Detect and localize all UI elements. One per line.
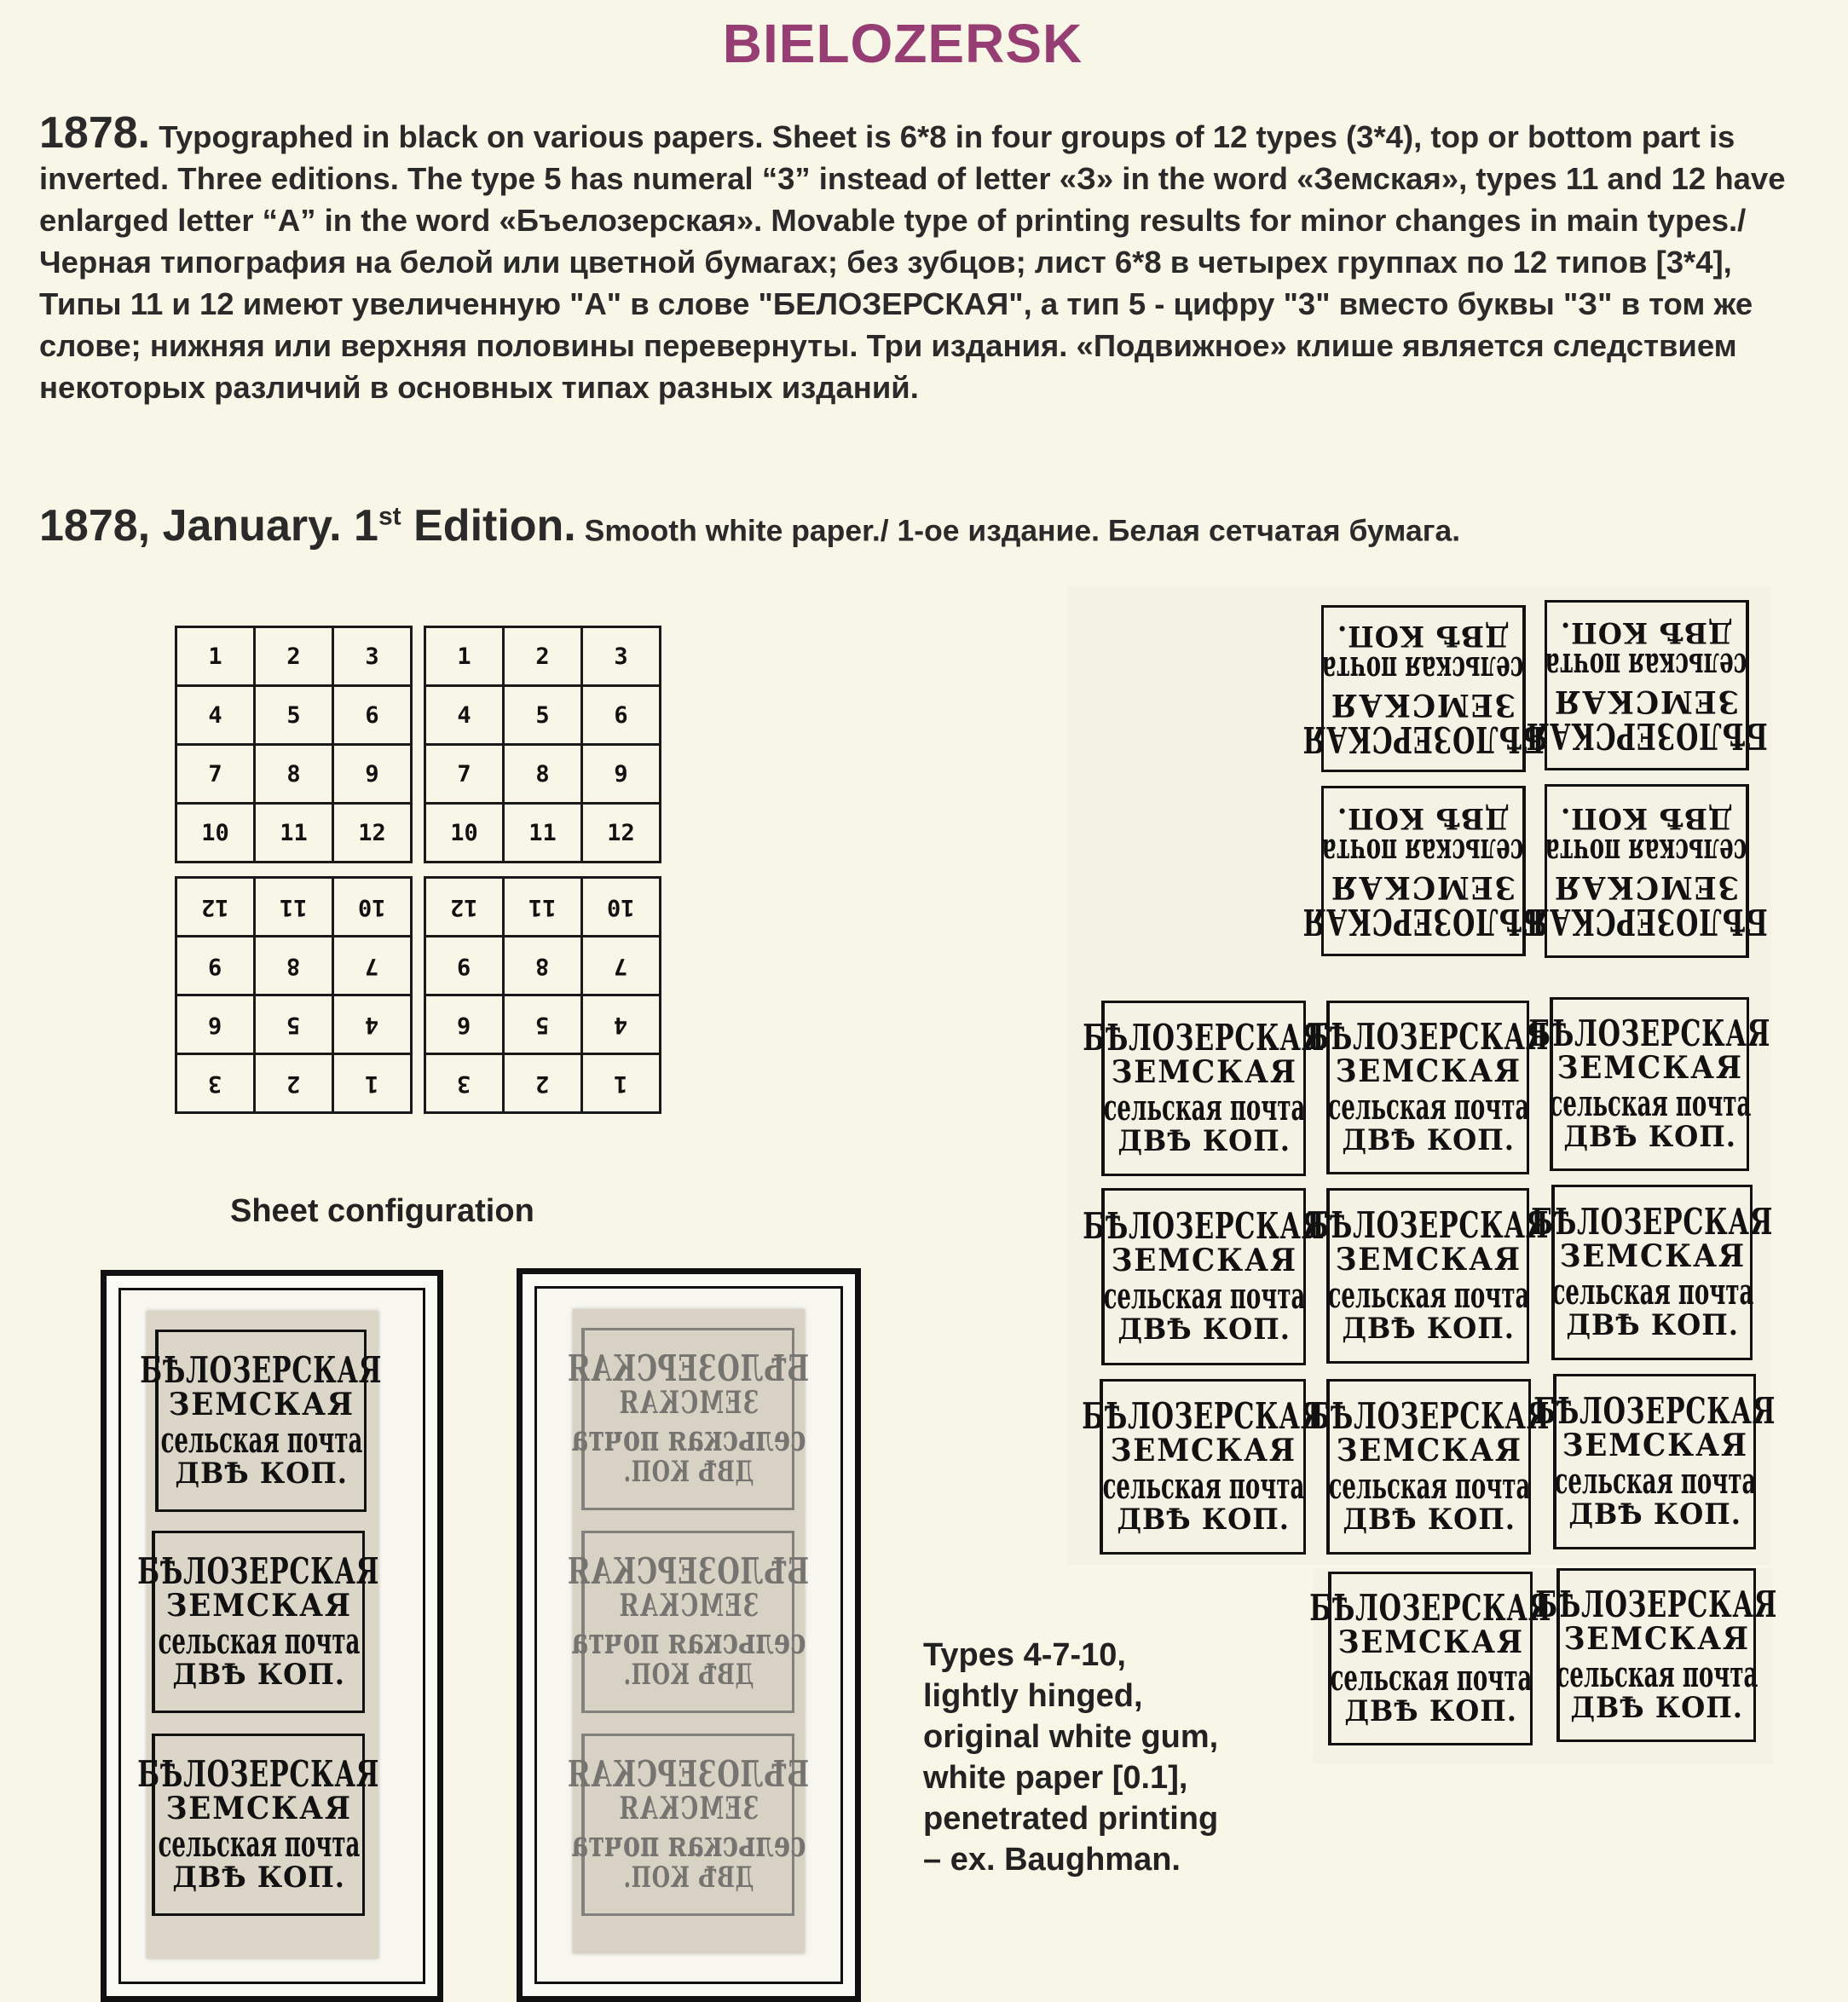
sheet-grid-cell: 6: [582, 686, 661, 745]
stamp-text-line: ДВѢ КОП.: [1566, 1308, 1739, 1343]
sheet-grid-cell: 8: [255, 745, 333, 804]
stamp-text-line: ДВѢ КОП.: [1337, 618, 1510, 653]
sheet-grid-cell: 5: [504, 995, 582, 1054]
sheet-grid-cell: 2: [504, 627, 582, 686]
stamp-text-line: БѢЛОЗЕРСКАЯ: [1525, 900, 1768, 943]
stamp-text-line: БѢЛОЗЕРСКАЯ: [1302, 900, 1545, 943]
stamp-upright: [1083, 1188, 1325, 1365]
stamp-text-line: БѢЛОЗЕРСКАЯ: [1083, 1017, 1325, 1059]
stamp-strip-front-frame: [101, 1270, 443, 2002]
intro-year: 1878.: [39, 108, 151, 158]
stamp-text-line: ЗЕМСКАЯ: [1335, 1053, 1522, 1090]
stamp-text-line: ДВѢ КОП.: [1570, 1691, 1743, 1726]
stamp-text-line: ДВѢ КОП.: [1568, 1497, 1741, 1532]
stamp-text-line: ЗЕМСКАЯ: [165, 1588, 352, 1624]
stamp-text-line: ДВѢ КОП.: [622, 1861, 754, 1895]
stamp-upright: [1083, 1001, 1325, 1176]
stamp-text-line: БѢЛОЗЕРСКАЯ: [1525, 714, 1768, 757]
stamp-text-line: ДВѢ КОП.: [622, 1658, 754, 1693]
sheet-grid-cell: 9: [333, 745, 412, 804]
stamp-back-type-4: [567, 1328, 810, 1510]
sheet-grid-cell: 4: [425, 686, 504, 745]
stamp-text-line: БѢЛОЗЕРСКАЯ: [140, 1349, 383, 1392]
stamp-text-line: сельская почта: [158, 1620, 360, 1663]
stamp-text-line: ДВѢ КОП.: [1337, 800, 1510, 835]
sheet-grid-cell: 4: [333, 995, 412, 1054]
stamp-text-line: БѢЛОЗЕРСКАЯ: [1307, 1016, 1550, 1059]
stamp-text-line: сельская почта: [1330, 1657, 1532, 1699]
stamp-text-line: сельская почта: [571, 1417, 806, 1460]
stamp-text-line: ДВѢ КОП.: [1560, 614, 1733, 649]
intro-paragraph: [39, 108, 1821, 408]
sheet-grid-cell: 9: [176, 937, 255, 995]
stamp-text-line: сельская почта: [1327, 1274, 1529, 1317]
sheet-grid-cell: 12: [333, 804, 412, 863]
stamp-upright: [1535, 1568, 1778, 1742]
stamp-text-line: сельская почта: [1322, 830, 1524, 873]
stamp-text-line: ЗЕМСКАЯ: [1111, 1243, 1297, 1279]
stamp-upright: [1307, 1001, 1550, 1174]
stamp-text-line: БѢЛОЗЕРСКАЯ: [1302, 718, 1545, 760]
types-caption: Types 4-7-10, lightly hinged, original white gum, white paper [0.1], penetrated printing – ex. Baughman.: [923, 1637, 1219, 1878]
stamp-text-line: ДВѢ КОП.: [1117, 1503, 1290, 1538]
sheet-grid-cell: 7: [582, 937, 661, 995]
sheet-configuration-caption: Sheet configuration: [230, 1193, 534, 1229]
stamp-upright: [1082, 1379, 1325, 1555]
edition-heading: [39, 488, 1829, 560]
stamp-text-line: БѢЛОЗЕРСКАЯ: [567, 1753, 810, 1796]
stamp-text-line: сельская почта: [1556, 1653, 1758, 1696]
stamp-text-line: ДВѢ КОП.: [1343, 1503, 1516, 1538]
stamp-text-line: ДВѢ КОП.: [1117, 1313, 1291, 1347]
stamp-text-line: сельская почта: [1103, 1087, 1305, 1129]
stamp-inverted: [1302, 605, 1545, 772]
sheet-grid-cell: 3: [333, 627, 412, 686]
stamp-upright: [1309, 1572, 1552, 1745]
sheet-grid-cell: 5: [504, 686, 582, 745]
stamp-text-line: сельская почта: [1549, 1082, 1751, 1125]
stamp-text-line: ЗЕМСКАЯ: [1335, 1242, 1522, 1278]
stamp-text-line: ЗЕМСКАЯ: [617, 1385, 759, 1422]
sheet-grid-cell: 10: [176, 804, 255, 863]
stamp-text-line: сельская почта: [1322, 648, 1524, 690]
stamp-text-line: ЗЕМСКАЯ: [168, 1387, 355, 1423]
sheet-grid-cell: 7: [176, 745, 255, 804]
sheet-grid-cell: 8: [255, 937, 333, 995]
stamp-text-line: БѢЛОЗЕРСКАЯ: [567, 1347, 810, 1390]
stamp-upright: [1307, 1188, 1550, 1364]
stamp-text-line: ЗЕМСКАЯ: [1562, 1428, 1748, 1464]
stamp-text-line: ЗЕМСКАЯ: [1559, 1238, 1746, 1275]
sheet-grid-cell: 1: [425, 627, 504, 686]
stamp-text-line: БѢЛОЗЕРСКАЯ: [1531, 1201, 1774, 1243]
sheet-grid-cell: 3: [582, 627, 661, 686]
sheet-grid-inverted-left: [175, 876, 413, 1114]
sheet-grid-cell: 8: [504, 937, 582, 995]
stamp-text-line: ЗЕМСКАЯ: [1337, 1624, 1524, 1661]
stamp-upright: [1308, 1379, 1551, 1555]
sheet-grid-upright-left: [175, 626, 413, 863]
stamp-text-line: сельская почта: [1328, 1465, 1530, 1508]
sheet-grid-cell: 2: [255, 627, 333, 686]
stamp-inverted: [1525, 784, 1768, 958]
sheet-grid-cell: 7: [425, 745, 504, 804]
stamp-text-line: сельская почта: [1545, 830, 1747, 873]
stamp-text-line: БѢЛОЗЕРСКАЯ: [1528, 1013, 1771, 1055]
sheet-grid-cell: 6: [176, 995, 255, 1054]
stamp-text-line: ЗЕМСКАЯ: [1553, 683, 1740, 719]
sheet-grid-upright-right: [424, 626, 661, 863]
stamp-text-line: ЗЕМСКАЯ: [1330, 686, 1516, 723]
stamp-text-line: ДВѢ КОП.: [1563, 1120, 1736, 1155]
stamp-text-line: ДВѢ КОП.: [172, 1658, 345, 1693]
stamp-text-line: БѢЛОЗЕРСКАЯ: [1535, 1584, 1778, 1626]
stamp-strip-front: [137, 1311, 383, 1959]
stamp-back-type-7: [567, 1531, 810, 1713]
stamp-upright: [1528, 997, 1771, 1171]
stamp-text-line: сельская почта: [160, 1419, 362, 1462]
sheet-grid-cell: 10: [582, 878, 661, 937]
stamp-text-line: ДВѢ КОП.: [1342, 1312, 1515, 1347]
sheet-grid-cell: 2: [255, 1054, 333, 1113]
sheet-grid-cell: 1: [333, 1054, 412, 1113]
sheet-grid-cell: 12: [582, 804, 661, 863]
stamp-type-7: [137, 1531, 380, 1713]
sheet-grid-cell: 12: [176, 878, 255, 937]
stamp-text-line: БѢЛОЗЕРСКАЯ: [137, 1550, 380, 1593]
sheet-grid-cell: 4: [582, 995, 661, 1054]
sheet-grid-cell: 9: [582, 745, 661, 804]
stamp-text-line: ДВѢ КОП.: [1344, 1694, 1517, 1729]
sheet-grid-cell: 11: [504, 804, 582, 863]
stamp-text-line: ЗЕМСКАЯ: [1553, 868, 1740, 905]
page-title: BIELOZERSK: [722, 13, 1083, 74]
sheet-grid-cell: 11: [255, 804, 333, 863]
sheet-grid-cell: 3: [425, 1054, 504, 1113]
stamp-text-line: сельская почта: [1327, 1086, 1529, 1128]
stamp-inverted: [1302, 786, 1545, 956]
stamp-text-line: ЗЕМСКАЯ: [1330, 868, 1516, 905]
sheet-grid-cell: 10: [333, 878, 412, 937]
stamp-text-line: сельская почта: [1103, 1275, 1305, 1318]
sheet-grid-cell: 8: [504, 745, 582, 804]
intro-text: Typographed in black on various papers. Sheet is 6*8 in four groups of 12 types (3*4), top or bottom part is inverted. Three editions. The type 5 has numeral “3” instead of letter «З» in the word «Земская», types 11 and 12 have enlarged letter “А” in the word «Бъелозерская». Movable type of printing results for minor changes in main types./ Черная типография на белой или цветной бумагах; без зубцов; лист 6*8 в четырех группах по 12 типов [3*4], Типы 11 и 12 имеют увеличенную "А" в слове "БЕЛОЗЕРСКАЯ", а тип 5 - цифру "3" вместо буквы "З" в том же слове; нижняя или верхняя половины перевернуты. Три издания. «Подвижное» клише является следствием некоторых различий в основных типах разных изданий.: [39, 119, 1786, 405]
stamp-text-line: ЗЕМСКАЯ: [165, 1791, 352, 1827]
stamp-text-line: ДВѢ КОП.: [622, 1455, 754, 1490]
stamp-text-line: ЗЕМСКАЯ: [1336, 1433, 1522, 1469]
stamp-strip-back-frame: [517, 1268, 861, 2002]
stamp-text-line: БѢЛОЗЕРСКАЯ: [1309, 1587, 1552, 1630]
stamp-back-type-10: [567, 1734, 810, 1916]
sheet-grid-cell: 3: [176, 1054, 255, 1113]
stamp-text-line: сельская почта: [571, 1620, 806, 1663]
stamp-upright: [1531, 1185, 1774, 1360]
sheet-grid-cell: 7: [333, 937, 412, 995]
stamp-upright: [1533, 1374, 1776, 1549]
sheet-grid-cell: 9: [425, 937, 504, 995]
sheet-grid-cell: 1: [176, 627, 255, 686]
stamp-text-line: сельская почта: [1551, 1271, 1753, 1313]
stamp-text-line: ЗЕМСКАЯ: [617, 1791, 759, 1827]
stamp-text-line: БѢЛОЗЕРСКАЯ: [1082, 1395, 1325, 1438]
stamp-type-10: [137, 1734, 380, 1916]
stamp-text-line: сельская почта: [571, 1823, 806, 1866]
stamp-text-line: сельская почта: [1554, 1460, 1756, 1503]
stamp-text-line: БѢЛОЗЕРСКАЯ: [567, 1550, 810, 1593]
sheet-grid-cell: 11: [255, 878, 333, 937]
stamp-text-line: ЗЕМСКАЯ: [617, 1588, 759, 1624]
stamp-text-line: БѢЛОЗЕРСКАЯ: [1533, 1390, 1776, 1433]
stamp-text-line: БѢЛОЗЕРСКАЯ: [1083, 1205, 1325, 1248]
edition-text: Smooth white paper./ 1-ое издание. Белая сетчатая бумага.: [584, 513, 1461, 548]
stamp-text-line: сельская почта: [1545, 644, 1747, 687]
sheet-grid-cell: 11: [504, 878, 582, 937]
sheet-grid-cell: 12: [425, 878, 504, 937]
stamp-text-line: ЗЕМСКАЯ: [1556, 1050, 1743, 1087]
stamp-text-line: ДВѢ КОП.: [175, 1457, 348, 1491]
edition-lead: 1878, January. 1st Edition.: [39, 501, 576, 551]
stamp-text-line: БѢЛОЗЕРСКАЯ: [1308, 1395, 1551, 1438]
stamp-text-line: ДВѢ КОП.: [1560, 800, 1733, 835]
stamp-text-line: ДВѢ КОП.: [1342, 1123, 1515, 1158]
sheet-grid-cell: 6: [425, 995, 504, 1054]
sheet-grid-cell: 1: [582, 1054, 661, 1113]
stamp-text-line: БѢЛОЗЕРСКАЯ: [1307, 1204, 1550, 1247]
sheet-grid-cell: 5: [255, 686, 333, 745]
sheet-grid-cell: 10: [425, 804, 504, 863]
stamp-text-line: сельская почта: [158, 1823, 360, 1866]
stamp-text-line: ДВѢ КОП.: [172, 1861, 345, 1895]
stamp-text-line: БѢЛОЗЕРСКАЯ: [137, 1753, 380, 1796]
stamp-text-line: ЗЕМСКАЯ: [1563, 1621, 1750, 1658]
edition-ordinal-suffix: st: [378, 503, 401, 531]
sheet-grid-cell: 5: [255, 995, 333, 1054]
stamp-text-line: ЗЕМСКАЯ: [1111, 1054, 1297, 1091]
sheet-grid-cell: 4: [176, 686, 255, 745]
stamp-type-4: [140, 1330, 383, 1512]
sheet-grid-cell: 6: [333, 686, 412, 745]
stamp-text-line: ЗЕМСКАЯ: [1110, 1433, 1296, 1469]
sheet-grid-inverted-right: [424, 876, 661, 1114]
sheet-grid-cell: 2: [504, 1054, 582, 1113]
stamp-text-line: ДВѢ КОП.: [1117, 1124, 1291, 1159]
stamp-strip-back: [567, 1309, 810, 1953]
stamp-inverted: [1525, 600, 1768, 770]
stamp-text-line: сельская почта: [1102, 1465, 1304, 1508]
